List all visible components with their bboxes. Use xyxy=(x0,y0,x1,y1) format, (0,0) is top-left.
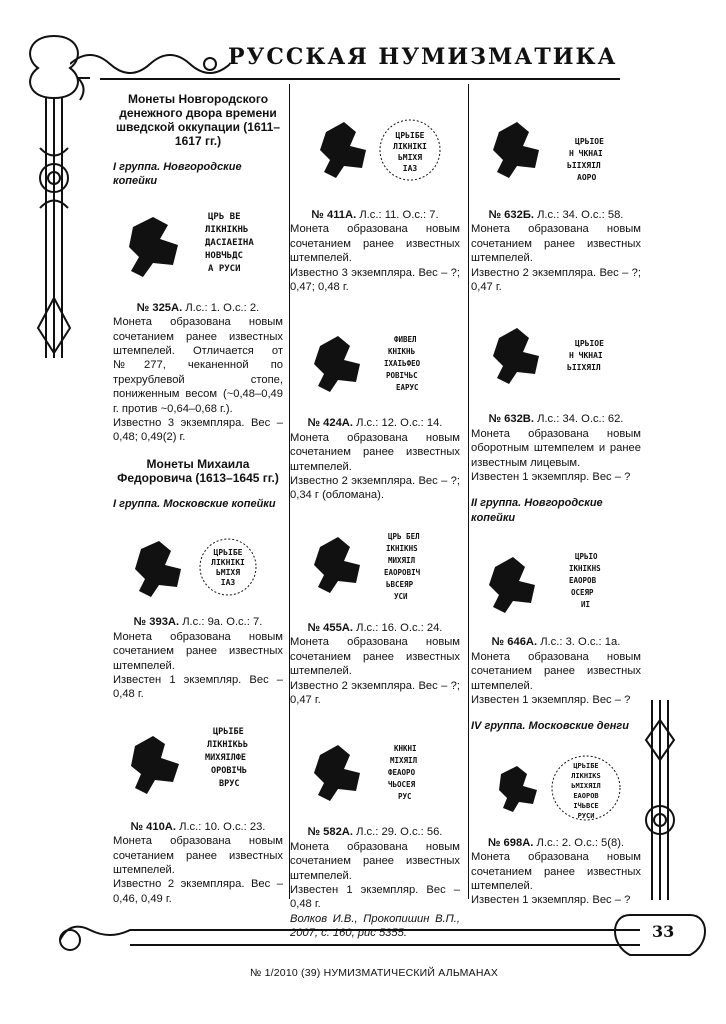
legend-line: ЛІКНІКІ xyxy=(211,558,245,568)
coin-drawing xyxy=(290,717,460,821)
catalog-entry: № 455А. Л.с.: 16. О.с.: 24. xyxy=(307,621,443,634)
entry-description: Монета образована новым сочетанием ранее известных штемпелей. xyxy=(290,636,460,678)
entry-known: Известен 1 экземпляр. Вес – ? xyxy=(471,471,631,484)
footer-text: № 1/2010 (39) НУМИЗМАТИЧЕСКИЙ АЛЬМАНАХ xyxy=(250,967,499,979)
coin-drawing xyxy=(471,531,641,631)
legend-line: ИІ xyxy=(581,600,591,610)
legend-line: Н ЧКНАІ xyxy=(569,351,603,361)
coin-drawing xyxy=(290,513,460,617)
legend-line: ІАЗ xyxy=(220,578,236,588)
legend-line: ОРОВІЧЬ xyxy=(211,765,247,776)
entry-known: Известно 3 экземпляра. Вес – 0,48; 0,49(2) г. xyxy=(113,417,283,444)
legend-line: НОВЧЬДС xyxy=(205,250,243,261)
legend-line: МИХЯІЛ xyxy=(388,555,416,565)
entry-description: Монета образована новым сочетанием ранее известных штемпелей. xyxy=(471,223,641,265)
coin-image-410a xyxy=(113,712,283,816)
entry-reference: Волков И.В., Прокопишин В.П., 2007, с. 160, рис 5355. xyxy=(290,912,460,940)
section-heading-novgorod: Монеты Новгородского денежного двора времени шведской оккупации (1611–1617 гг.) xyxy=(115,92,281,148)
legend-line: ВРУС xyxy=(219,778,240,789)
page-number: 33 xyxy=(652,922,675,941)
catalog-entry: № 632В. Л.с.: 34. О.с.: 62. xyxy=(488,413,624,426)
legend-line: ЦРЬІБЕ xyxy=(213,548,243,558)
legend-line: РУСИ xyxy=(577,811,595,820)
legend-line: УСИ xyxy=(394,591,408,601)
legend-line: ЦРЬІОЕ xyxy=(575,339,604,349)
section-heading-mikhail: Монеты Михаила Федоровича (1613–1645 гг.) xyxy=(117,456,279,485)
coin-drawing xyxy=(471,740,641,832)
coin-image-646a xyxy=(471,531,641,631)
entry-known: Известен 1 экземпляр. Вес – 0,48 г. xyxy=(113,673,283,701)
entry-known: Известен 1 экземпляр. Вес – ? xyxy=(471,693,631,706)
legend-line: ЦРЬІОЕ xyxy=(575,137,604,146)
legend-line: ЦРЬІБЕ xyxy=(573,761,599,770)
catalog-entry: № 325А. Л.с.: 1. О.с.: 2. xyxy=(136,301,260,314)
legend-line: ІХАІЬФЕО xyxy=(384,359,421,369)
legend-line: МІХЯІЛ xyxy=(390,756,418,766)
legend-line: ФЕАОРО xyxy=(388,768,416,778)
group-heading: I группа. Московские копейки xyxy=(113,497,276,510)
legend-line: ЦРЬІБЕ xyxy=(213,726,244,737)
entry-description: Монета образована новым сочетанием ранее известных штемпелей. xyxy=(113,835,283,876)
legend-line: ЛІКНІКНЬ xyxy=(205,224,249,235)
coin-image-325a xyxy=(113,197,283,297)
coin-image-411a xyxy=(290,92,460,204)
legend-line: КНІКНЬ xyxy=(388,347,416,357)
coin-drawing xyxy=(113,197,283,297)
column-2 xyxy=(290,84,460,941)
column-rule-2 xyxy=(468,84,469,899)
entry-description: Монета образована новым сочетанием ранее известных штемпелей. Отличается от №277, чеканенной по трехрублевой стопе, пониженным весом (~0,48–0,49 г. против ~0,64–0,68 г.). xyxy=(113,316,283,415)
page-header-title: РУССКАЯ НУМИЗМАТИКА xyxy=(228,44,618,70)
coin-drawing xyxy=(290,92,460,204)
entry-known: Известен 1 экземпляр. Вес – ? xyxy=(471,894,631,907)
legend-line: ІЧЬВСЕ xyxy=(573,801,599,810)
column-3 xyxy=(471,84,641,908)
coin-image-455a xyxy=(290,513,460,617)
legend-line: А РУСИ xyxy=(208,263,241,274)
catalog-entry: № 410А. Л.с.: 10. О.с.: 23. xyxy=(130,820,266,833)
coin-drawing xyxy=(113,712,283,816)
legend-line: ЦРЬ БЕЛ xyxy=(388,531,420,541)
entry-known: Известно 3 экземпляра. Вес – ?; 0,47; 0,48 г. xyxy=(290,266,460,294)
catalog-entry: № 698А. Л.с.: 2. О.с.: 5(8). xyxy=(487,836,625,849)
column-1 xyxy=(113,84,283,906)
coin-image-582a xyxy=(290,717,460,821)
catalog-entry: № 582А. Л.с.: 29. О.с.: 56. xyxy=(307,826,443,839)
group-heading: IV группа. Московские денги xyxy=(471,720,629,733)
catalog-entry: № 632Б. Л.с.: 34. О.с.: 58. xyxy=(488,209,624,221)
entry-known: Известно 2 экземпляра. Вес – ?; 0,34 г (обломана). xyxy=(290,475,460,502)
legend-line: МИХЯІЛФЕ xyxy=(205,752,246,763)
legend-line: ЬМІХЯ xyxy=(397,153,423,162)
legend-line: ДАСІАЕІНА xyxy=(205,237,254,248)
group-heading: I группа. Новгородские копейки xyxy=(113,161,242,188)
legend-line: ЦРЬІО xyxy=(575,552,598,562)
legend-line: РОВІЧЬС xyxy=(386,371,418,381)
legend-line: ІКНІКНS xyxy=(386,543,418,553)
legend-line: ЕАОРОВІЧ xyxy=(384,567,421,577)
entry-description: Монета образована новым сочетанием ранее известных штемпелей. xyxy=(290,431,460,473)
entry-known: Известно 2 экземпляра. Вес – ?; 0,47 г. xyxy=(471,266,641,294)
legend-line: ЬІІХЯІЛ xyxy=(567,363,601,373)
catalog-entry: № 393А. Л.с.: 9а. О.с.: 7. xyxy=(133,616,263,629)
entry-description: Монета образована новым сочетанием ранее известных штемпелей. xyxy=(471,650,641,692)
legend-line: Н ЧКНАІ xyxy=(569,149,603,158)
legend-line: ЕАРУС xyxy=(396,383,419,393)
group-heading: II группа. Новгородские копейки xyxy=(471,497,603,524)
coin-image-393a xyxy=(113,519,283,611)
legend-line: ІАЗ xyxy=(402,164,418,173)
legend-line: ЛІКНІКІ xyxy=(393,142,427,151)
entry-description: Монета образована новым сочетанием ранее известных штемпелей. xyxy=(113,630,283,672)
legend-line: ЬМІХЯІЛ xyxy=(571,781,601,790)
catalog-entry: № 411А. Л.с.: 11. О.с.: 7. xyxy=(311,209,439,221)
legend-line: АОРО xyxy=(577,173,597,182)
header-rule xyxy=(100,78,620,80)
coin-drawing xyxy=(113,519,283,611)
legend-line: КНКНІ xyxy=(394,744,417,754)
coin-drawing xyxy=(290,304,460,412)
catalog-entry: № 424А. Л.с.: 12. О.с.: 14. xyxy=(307,417,443,430)
entry-known: Известно 2 экземпляра. Вес – ?; 0,47 г. xyxy=(290,679,460,706)
coin-image-698a xyxy=(471,740,641,832)
legend-line: ФИВЕЛ xyxy=(394,335,417,345)
legend-line: ЦРЬІБЕ xyxy=(395,131,425,140)
entry-description: Монета образована новым сочетанием ранее известных штемпелей. xyxy=(290,840,460,882)
coin-drawing xyxy=(471,92,641,204)
entry-description: Монета образована новым сочетанием ранее известных штемпелей. xyxy=(471,851,641,892)
coin-image-632v xyxy=(471,304,641,408)
catalog-entry: № 646А. Л.с.: 3. О.с.: 1а. xyxy=(491,636,621,649)
legend-line: ОСЕЯР xyxy=(571,588,594,598)
entry-known: Известен 1 экземпляр. Вес – 0,48 г. xyxy=(290,883,460,911)
entry-description: Монета образована новым сочетанием ранее известных штемпелей. xyxy=(290,223,460,265)
legend-line: ЕАОРОВ xyxy=(573,791,599,800)
legend-line: ІКНІКНS xyxy=(569,564,601,574)
legend-line: ЛІКНІКS xyxy=(571,771,601,780)
entry-known: Известно 2 экземпляра. Вес – 0,46, 0,49 г. xyxy=(113,878,283,905)
legend-line: ЬМІХЯ xyxy=(215,568,241,578)
legend-line: РУС xyxy=(398,792,412,802)
legend-line: ЦРЬ ВЕ xyxy=(208,211,241,222)
entry-description: Монета образована новым оборотным штемпелем и ранее известным лицевым. xyxy=(471,427,641,469)
coin-image-424a xyxy=(290,304,460,412)
legend-line: ЕАОРОВ xyxy=(569,576,597,586)
coin-image-632b xyxy=(471,92,641,204)
legend-line: ЬВСЕЯР xyxy=(386,579,414,589)
legend-line: ЧЬОСЕЯ xyxy=(388,780,416,790)
legend-line: ЛІКНІКЬЬ xyxy=(207,739,248,750)
coin-drawing xyxy=(471,304,641,408)
legend-line: ЬІІХЯІЛ xyxy=(567,161,601,170)
